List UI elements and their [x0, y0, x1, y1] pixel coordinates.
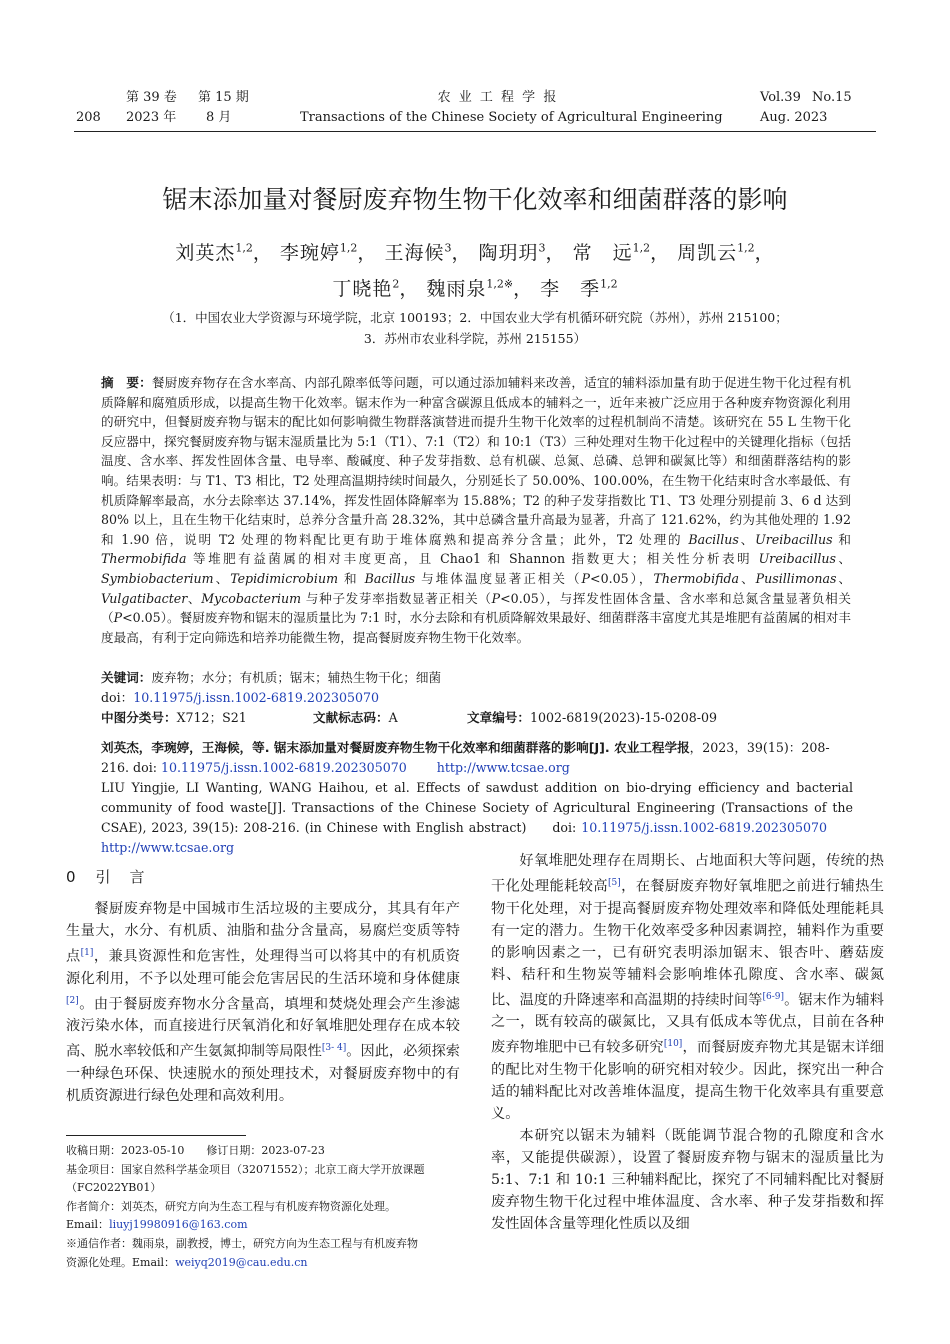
author-affil: 2 — [392, 277, 400, 291]
genus-name: Ureibacillus — [755, 531, 833, 547]
body-text: 餐厨废弃物是中国城市生活垃圾的主要成分，其具有年产生量大，水分、有机质、油脂和盐分含量高，易腐烂变质等特点 — [66, 901, 460, 965]
citation-en — [101, 778, 853, 858]
author-name: 刘英杰 — [175, 242, 236, 264]
left-column — [66, 898, 460, 1107]
author-affil: 1,2 — [632, 241, 651, 255]
author-affil: 1,2 — [339, 241, 358, 255]
corresponding-email-link[interactable]: weiyq2019@cau.edu.cn — [175, 1255, 308, 1269]
citation-url-link[interactable]: http://www.tcsae.org — [436, 760, 570, 775]
abstract-text: 、 — [739, 570, 756, 586]
genus-name: Pusillimonas — [755, 570, 837, 586]
month: 8 月 — [206, 110, 232, 125]
article-number-label: 文章编号： — [467, 710, 530, 725]
keywords-text: 废弃物；水分；有机质；锯末；辅热生物干化；细菌 — [151, 670, 442, 685]
author-name: 王海候 — [384, 242, 445, 264]
author-name: 陶玥玥 — [478, 242, 539, 264]
footnote-corresponding: ※通信作者：魏雨泉，副教授，博士，研究方向为生态工程与有机废弃物 — [66, 1236, 418, 1250]
reference-link[interactable]: [3- 4] — [321, 1043, 347, 1054]
doi — [101, 688, 851, 708]
date-en: Aug. 2023 — [760, 110, 828, 125]
body-text: 。由于餐厨废弃物水分含量高，填埋和焚烧处理会产生渗滤液污染水体，而直接进行厌氧消化和好氧堆肥处理存在成本较高、脱水率较低和产生氨氮抑制等局限性 — [66, 996, 460, 1061]
citation-title: . 锯末添加量对餐厨废弃物生物干化效率和细菌群落的影响[J]. — [264, 740, 615, 755]
abstract-text: 餐厨废弃物存在含水率高、内部孔隙率低等问题，可以通过添加辅料来改善，适宜的辅料添加量有助于促进生物干化过程有机质降解和腐殖质形成，以提高生物干化效率。锯末作为一种富含碳源且低成本的辅料之一，近年来被广泛应用于各种废弃物资源化利用的研究中，但餐厨废弃物与锯末的配比如何影响微生物群落演替进而提升生物干化效率的过程机制尚不清楚。该研究在 55 L 生物干化反应器中，探究餐厨废弃物与锯末湿质量比为 5:1（T1）、7:1（T2）和 10:1（T3）三种处理对生物干化过程中的关键理化指标（包括温度、含水率、挥发性固体含量、电导率、酸碱度、种子发芽指数、总有机碳、总氮、总磷、总钾和碳氮比等）和细菌群落结构的影响。结果表明：与 T1、T3 相比，T2 处理高温期持续时间最久，分别延长了 50.00%、100.00%，在生物干化结束时含水率最低、有机质降解率最高，水分去除率达 37.14%，挥发性固体降解率为 15.88%；T2 的种子发芽指数比 T1、T3 处理分别提前 3、6 d 达到 80% 以上，且在生物干化结束时，总养分含量升高 28.32%，其中总磷含量升高最为显著，升高了 121.62%，约为其他处理的 1.92 和 1.90 倍，说明 T2 处理的物料配比更有助于堆体腐熟和提高养分含量；此外，T2 处理的 — [101, 375, 852, 547]
p-value-symbol: P — [113, 610, 123, 626]
body-text: ，在餐厨废弃物好氧堆肥之前进行辅热生物干化处理，对于提高餐厨废弃物处理效率和降低处理能耗具有一定的潜力。生物干化效率受多种因素调控，辅料作为重要的影响因素之一，已有研究表明添加锯末、银杏叶、蘑菇废料、秸秆和生物炭等辅料会影响堆体孔隙度、含水率、碳氮比、温度的升降速率和高温期的持续时间等 — [491, 878, 884, 1009]
author-affil: 1,2 — [235, 241, 253, 255]
page-number: 208 — [76, 110, 101, 125]
citation-en-doi-label: doi: — [552, 820, 582, 835]
reference-link[interactable]: [6-9] — [762, 991, 784, 1002]
doc-code-label: 文献标志码： — [313, 710, 389, 725]
body-text: 好氧堆肥处理存在周期长、占地面积大等问题，传统的热干化处理能耗较高 — [491, 853, 884, 895]
article-number-value: 1002-6819(2023)-15-0208-09 — [529, 710, 718, 725]
body-text: ，兼具资源性和危害性，处理得当可以将其中的有机质资源化利用，不予以处理可能会危害居民的生活环境和身体健康 — [66, 948, 460, 987]
p-value-symbol: P — [581, 570, 591, 586]
abstract-text: <0.05），与挥发性固体含量、含水率和总氮含量显著负相关（ — [101, 590, 852, 626]
abstract-text: 和 — [832, 531, 852, 547]
genus-name: Symbiobacterium — [101, 570, 214, 586]
footnote-fund-cont: （FC2022YB01） — [66, 1181, 162, 1195]
paragraph — [491, 850, 884, 1125]
email-label: Email： — [66, 1218, 110, 1232]
genus-name: Ureibacillus — [758, 551, 836, 567]
author-name: 李琬婷 — [279, 242, 340, 264]
citation-authors: 刘英杰，李琬婷，王海候，等 — [101, 740, 265, 755]
keywords — [101, 668, 851, 688]
author-name: 李 季 — [540, 278, 601, 300]
body-text: 。因此，必须探索一种绿色环保、快速脱水的预处理技术，对餐厨废弃物中的有机质资源进行绿色处理和高效利用。 — [66, 1044, 460, 1105]
abstract — [101, 373, 851, 647]
abstract-text: 、 — [836, 570, 852, 586]
reference-link[interactable]: [10] — [663, 1039, 683, 1050]
author-affil: 3 — [538, 241, 546, 255]
author-line-2: 丁晓艳$^2$， 魏雨泉$^{1,2※}$， 李 季$^{1,2}$ — [332, 277, 618, 300]
revised-date: 2023-07-23 — [261, 1144, 325, 1157]
footnote-dates — [66, 1142, 466, 1161]
doc-code-value: A — [388, 710, 398, 725]
journal-title-cn: 农 业 工 程 学 报 — [437, 90, 559, 105]
section-title: 引 言 — [95, 868, 147, 886]
volume-en: Vol.39 — [760, 90, 801, 105]
clc-label: 中图分类号： — [101, 710, 177, 725]
body-text: 本研究以锯末为辅料（既能调节混合物的孔隙度和含水率，又能提供碳源），设置了餐厨废弃物与锯末的湿质量比为 5:1、7:1 和 10:1 三种辅料配比，探究了不同辅料配比对餐厨废弃物生物干化过程中堆体温度、含水率、种子发芽指数和挥发性固体含量等理化性质以及细 — [491, 1128, 884, 1233]
journal-title-en: Transactions of the Chinese Society of Agricultural Engineering — [300, 110, 723, 125]
affiliation-line-2: 3．苏州市农业科学院，苏州 215155） — [363, 331, 587, 346]
keywords-label: 关键词： — [101, 670, 152, 685]
citation-journal: 农业工程学报 — [614, 740, 690, 755]
genus-name: Bacillus — [688, 531, 739, 547]
received-label: 收稿日期： — [66, 1144, 121, 1157]
abstract-text: <0.05）。餐厨废弃物和锯末的湿质量比为 7:1 时，水分去除和有机质降解效果最好、细菌群落丰富度尤其是堆肥有益菌属的相对丰度最高，有利于定向筛选和培养功能微生物，提高餐厨废弃物生物干化效率。 — [101, 610, 851, 645]
citation-en-doi-link[interactable]: 10.11975/j.issn.1002-6819.202305070 — [581, 820, 828, 835]
abstract-text: 和 — [338, 570, 365, 586]
abstract-text: 等堆肥有益菌属的相对丰度更高，且 Chao1 和 Shannon 指数更大；相关性分析表明 — [186, 551, 759, 567]
doi-label: doi： — [101, 690, 134, 705]
reference-link[interactable]: [5] — [608, 878, 621, 888]
body-text: 。锯末作为辅料之一，既有较高的碳氮比，又具有低成本等优点，目前在各种废弃物堆肥中已有较多研究 — [491, 992, 884, 1057]
classification-row — [101, 708, 851, 728]
issue-en: No.15 — [812, 90, 852, 105]
genus-name: Vulgatibacter — [101, 590, 188, 606]
abstract-text: 、 — [187, 590, 202, 606]
citation-details: ，2023，39(15)：208-216. doi: — [101, 740, 830, 775]
citation-en-url-link[interactable]: http://www.tcsae.org — [101, 840, 235, 855]
abstract-text: 与种子发芽率指数显著正相关（ — [301, 590, 492, 606]
author-affil: 3 — [444, 241, 452, 255]
abstract-text: 、 — [738, 531, 756, 547]
footnote-author: 作者简介：刘英杰，研究方向为生态工程与有机废弃物资源化处理。 — [66, 1199, 396, 1213]
author-affil: 1,2※ — [486, 277, 514, 291]
paragraph — [66, 898, 460, 1107]
abstract-text: 、 — [835, 551, 852, 567]
citation-cn — [101, 738, 851, 778]
citation-doi-link[interactable]: 10.11975/j.issn.1002-6819.202305070 — [160, 760, 407, 775]
author-name: 常 远 — [572, 242, 633, 264]
clc-value: X712；S21 — [176, 710, 247, 725]
p-value-symbol: P — [491, 590, 501, 606]
body-text: ，而餐厨废弃物尤其是锯末详细的配比对生物干化影响的研究相对较少。因此，探究出一种合适的辅料配比对改善堆体温度，提高生物干化效率具有重要意义。 — [491, 1040, 884, 1123]
author-affil: 1,2 — [600, 277, 618, 291]
received-date: 2023-05-10 — [121, 1144, 185, 1157]
footnote-fund: 基金项目：国家自然科学基金项目（32071552）；北京工商大学开放课题 — [66, 1162, 425, 1176]
abstract-text: 与堆体温度显著正相关（ — [415, 570, 582, 586]
author-line-1: 刘英杰$^{1,2}$， 李琬婷$^{1,2}$， 王海候$^3$， 陶玥玥$^3$， 常 远$^{1,2}$， 周凯云$^{1,2}$， — [175, 241, 775, 264]
genus-name: Mycobacterium — [201, 590, 302, 606]
author-name: 周凯云 — [677, 242, 738, 264]
revised-label: 修订日期： — [206, 1144, 262, 1157]
reference-link[interactable]: [2] — [66, 995, 79, 1006]
section-heading — [66, 866, 147, 887]
genus-name: Bacillus — [364, 570, 416, 586]
footnote-email — [66, 1216, 466, 1235]
doi-link[interactable]: 10.11975/j.issn.1002-6819.202305070 — [133, 690, 380, 705]
section-number: 0 — [66, 868, 78, 886]
author-name: 魏雨泉 — [426, 278, 487, 300]
genus-name: Thermobifida — [101, 551, 187, 567]
abstract-text: <0.05）， — [590, 570, 654, 586]
affiliation-line-1: （1．中国农业大学资源与环境学院，北京 100193；2．中国农业大学有机循环研究院（苏州），苏州 215100； — [162, 310, 788, 325]
issue: 第 15 期 — [198, 90, 249, 105]
footnote-rule — [66, 1135, 246, 1136]
author-affil: 1,2 — [737, 241, 755, 255]
corr-text: 资源化处理。Email： — [66, 1255, 176, 1269]
header-rule — [74, 131, 876, 132]
paragraph — [491, 1125, 884, 1235]
genus-name: Thermobifida — [653, 570, 740, 586]
article-title: 锯末添加量对餐厨废弃物生物干化效率和细菌群落的影响 — [162, 185, 788, 214]
volume: 第 39 卷 — [126, 90, 177, 105]
reference-link[interactable]: [1] — [80, 948, 94, 958]
footnotes — [66, 1142, 466, 1272]
year: 2023 年 — [126, 110, 177, 125]
author-email-link[interactable]: liuyj19980916@163.com — [109, 1218, 248, 1232]
right-column — [491, 850, 884, 1235]
citation-en-text: LIU Yingjie, LI Wanting, WANG Haihou, et al. Effects of sawdust addition on bio-drying efficiency and bacterial community of food waste[J]. Transactions of the Chinese Society of Agricultural Engineering (Transactions of the CSAE), 2023, 39(15): 208-216. (in Chinese with English abstract) — [101, 780, 853, 835]
abstract-label: 摘 要： — [101, 375, 152, 390]
author-name: 丁晓艳 — [332, 278, 393, 300]
abstract-text: 、 — [213, 570, 231, 586]
genus-name: Tepidimicrobium — [230, 570, 339, 586]
footnote-corresponding-cont — [66, 1254, 466, 1273]
